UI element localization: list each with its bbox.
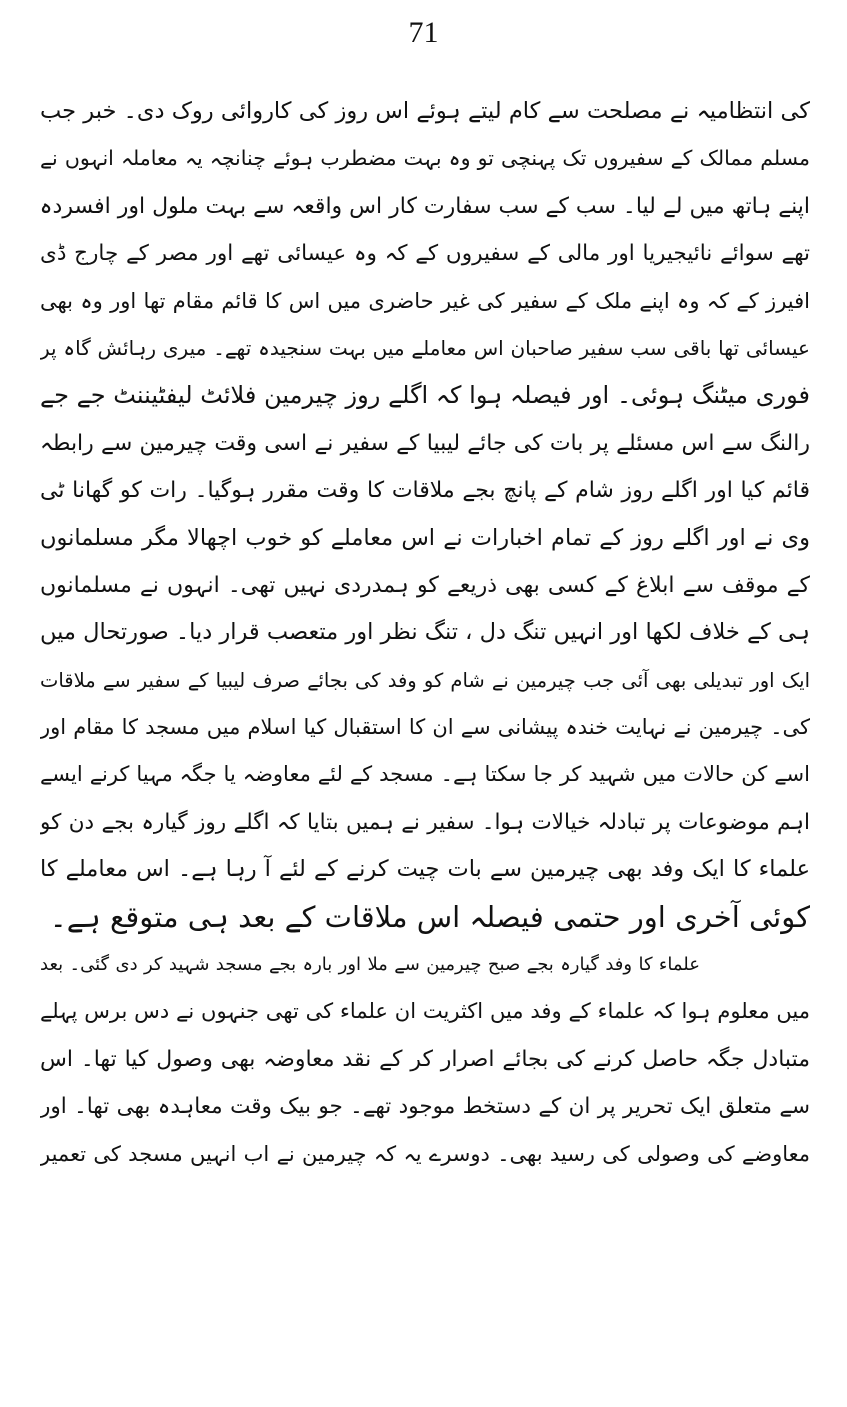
paragraph-2	[40, 941, 810, 1178]
text-line: کے موقف سے ابلاغ کے کسی بھی ذریعے کو ہمدردی نہیں تھی۔ انہوں نے مسلمانوں	[40, 572, 810, 598]
text-line: رالنگ سے اس مسئلے پر بات کی جائے لیبیا کے سفیر نے اسی وقت چیرمین سے رابطہ	[40, 430, 810, 456]
text-line: مسلم ممالک کے سفیروں تک پہنچی تو وہ بہت مضطرب ہوئے چنانچہ یہ معاملہ انہوں نے	[40, 146, 810, 171]
text-line: اپنے ہاتھ میں لے لیا۔ سب کے سب سفارت کار اس واقعہ سے بہت ملول اور افسردہ	[40, 193, 810, 219]
text-line: ہی کے خلاف لکھا اور انہیں تنگ دل ، تنگ نظر اور متعصب قرار دیا۔ صورتحال میں	[40, 619, 810, 646]
text-line: سے متعلق ایک تحریر پر ان کے دستخط موجود تھے۔ جو بیک وقت معاہدہ بھی تھا۔ اور	[40, 1094, 810, 1120]
text-line: اہم موضوعات پر تبادلہ خیالات ہوا۔ سفیر نے ہمیں بتایا کہ اگلے روز گیارہ بجے دن کو	[40, 809, 810, 835]
text-line: علماء کا ایک وفد بھی چیرمین سے بات چیت کرنے کے لئے آ رہا ہے۔ اس معاملے کا	[40, 856, 810, 883]
text-line: متبادل جگہ حاصل کرنے کی بجائے اصرار کر کے نقد معاوضہ بھی وصول کیا تھا۔ اس	[40, 1046, 810, 1072]
text-line: کی۔ چیرمین نے نہایت خندہ پیشانی سے ان کا استقبال کیا اسلام میں مسجد کا مقام اور	[40, 715, 810, 740]
text-line: میں معلوم ہوا کہ علماء کے وفد میں اکثریت ان علماء کی تھی جنہوں نے دس برس پہلے	[40, 999, 810, 1024]
text-line: کوئی آخری اور حتمی فیصلہ اس ملاقات کے بعد ہی متوقع ہے۔	[49, 899, 810, 934]
text-line: افیرز کے کہ وہ اپنے ملک کے سفیر کی غیر حاضری میں اس کا قائم مقام تھا اور وہ بھی	[40, 288, 810, 313]
text-line: کی انتظامیہ نے مصلحت سے کام لیتے ہوئے اس روز کی کاروائی روک دی۔ خبر جب	[40, 98, 810, 124]
text-line: وی نے اور اگلے روز کے تمام اخبارات نے اس معاملے کو خوب اچھالا مگر مسلمانوں	[40, 524, 810, 551]
text-line: اسے کن حالات میں شہید کر جا سکتا ہے۔ مسجد کے لئے معاوضہ یا جگہ مہیا کرنے ایسے	[40, 762, 810, 787]
text-line: فوری میٹنگ ہوئی۔ اور فیصلہ ہوا کہ اگلے روز چیرمین فلائٹ لیفٹیننٹ جے جے	[40, 381, 810, 410]
paragraph-1	[40, 88, 810, 941]
text-line: ایک اور تبدیلی بھی آئی جب چیرمین نے شام کو وفد کی بجائے صرف لیبیا کے سفیر سے ملاقات	[40, 668, 810, 692]
page-body	[40, 88, 810, 1178]
text-line: تھے سوائے نائیجیریا اور مالی کے سفیروں کے کہ وہ عیسائی تھے اور مصر کے چارج ڈی	[40, 241, 810, 267]
text-line: معاوضے کی وصولی کی رسید بھی۔ دوسرے یہ کہ چیرمین نے اب انہیں مسجد کی تعمیر	[40, 1141, 810, 1166]
text-line: عیسائی تھا باقی سب سفیر صاحبان اس معاملے میں بہت سنجیدہ تھے۔ میری رہائش گاہ پر	[40, 335, 810, 360]
text-line: علماء کا وفد گیارہ بجے صبح چیرمین سے ملا اور بارہ بجے مسجد شہید کر دی گئی۔ بعد	[40, 954, 700, 976]
text-line: قائم کیا اور اگلے روز شام کے پانچ بجے ملاقات کا وقت مقرر ہوگیا۔ رات کو گھانا ٹی	[40, 478, 810, 504]
page-number: 71	[408, 16, 439, 49]
